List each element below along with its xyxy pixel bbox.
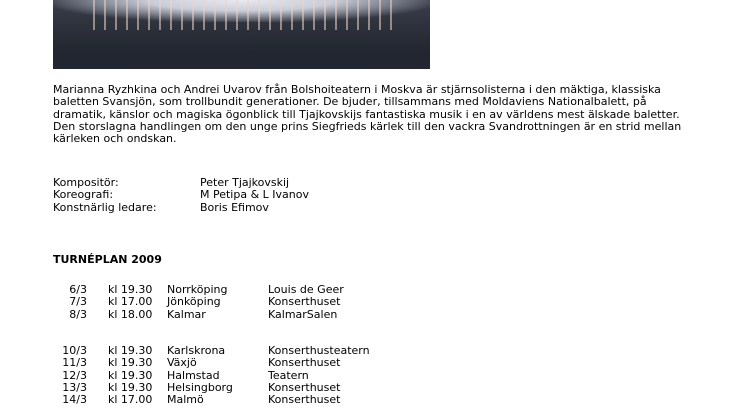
tour-date: 6/3 [69,283,87,296]
photo-stage-floor [53,39,430,69]
tour-venue: Louis de Geer [268,283,344,296]
ballet-photo [53,0,430,69]
credit-label: Kompositör: [53,176,119,189]
credit-label: Konstnärlig ledare: [53,200,157,214]
tour-date: 12/3 [62,368,87,382]
credit-value: Peter Tjajkovskij [200,176,290,189]
tour-group-1 [53,284,428,321]
tour-city: Halmstad [167,368,220,382]
tour-city: Kalmar [167,307,206,321]
credit-row-choreography [53,189,309,201]
tour-time: kl 19.30 [108,283,153,296]
tour-time: kl 19.30 [108,356,153,370]
tour-group-2 [53,345,428,406]
tour-row [53,394,428,406]
tour-city: Helsingborg [167,380,233,394]
credit-label: Koreografi: [53,188,114,202]
tour-venue: Konserthuset [268,380,341,394]
tour-city: Malmö [167,393,204,407]
tour-time: kl 18.00 [108,307,153,321]
tour-time: kl 19.30 [108,380,153,394]
credit-value: M Petipa & L Ivanov [200,188,309,202]
tour-time: kl 19.30 [108,344,153,357]
tour-city: Norrköping [167,283,228,296]
tour-date: 10/3 [62,344,87,357]
tour-venue: Konserthuset [268,356,341,370]
tour-row [53,357,428,369]
tour-title: TURNÉPLAN 2009 [53,253,162,266]
tour-venue: Konserthuset [268,295,341,309]
tour-city: Jönköping [167,295,221,309]
tour-row [53,309,428,321]
credits-list [53,177,309,214]
tour-city: Karlskrona [167,344,226,357]
article-body: Marianna Ryzhkina och Andrei Uvarov från Bolshoiteatern i Moskva är stjärnsolisterna i den mäktiga, klassiska baletten Svansjön, som trollbundit generationer. De bjuder, tillsammans med Moldaviens Nationalbalett, på dramatik, känslor och magiska ögonblick till Tjajkovskijs fantastiska musik i en av världens mest älskade baletter. Den storslagna handlingen om den unge prins Siegfrieds kärlek till den vackra Svandrottningen är en strid mellan kärleken och ondskan. [53,83,682,146]
tour-date: 8/3 [69,307,87,321]
credit-value: Boris Efimov [200,200,269,214]
tour-city: Växjö [167,356,197,370]
tour-row [53,296,428,308]
credit-row-artistic-director [53,202,309,214]
tour-time: kl 17.00 [108,295,153,309]
tour-date: 7/3 [69,295,87,309]
tour-time: kl 19.30 [108,368,153,382]
tour-time: kl 17.00 [108,393,153,407]
tour-venue: Konserthuset [268,393,341,407]
photo-dancers-legs [93,0,400,30]
tour-venue: Teatern [268,368,309,382]
tour-date: 13/3 [62,380,87,394]
tour-date: 14/3 [62,393,87,407]
tour-date: 11/3 [62,356,87,370]
tour-venue: KalmarSalen [268,307,338,321]
tour-venue: Konserthusteatern [268,344,370,357]
